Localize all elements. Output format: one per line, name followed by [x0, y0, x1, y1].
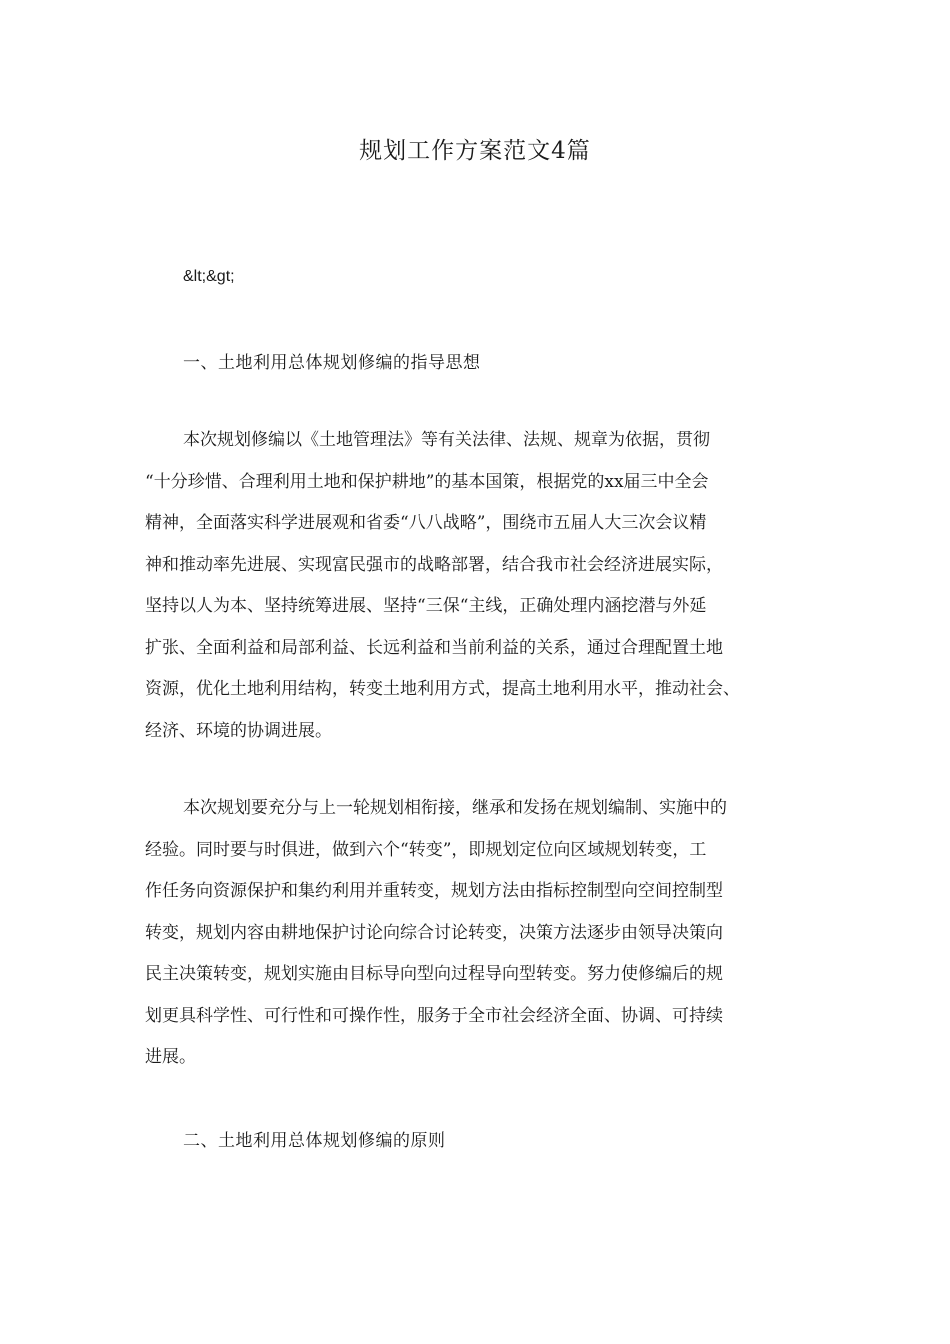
paragraph-line: 经济、环境的协调进展。 [145, 720, 332, 741]
entity-text: &lt;&gt; [183, 268, 235, 285]
paragraph-1 [145, 420, 805, 752]
paragraph-line: 精神，全面落实科学进展观和省委“八八战略”，围绕市五届人大三次会议精 [145, 513, 707, 533]
section-heading-1: 一、土地利用总体规划修编的指导思想 [183, 353, 481, 373]
paragraph-line: 民主决策转变，规划实施由目标导向型向过程导向型转变。努力使修编后的规 [145, 964, 723, 984]
paragraph-line: 资源，优化土地利用结构，转变土地利用方式，提高土地利用水平，推动社会、 [145, 679, 740, 699]
paragraph-line: 划更具科学性、可行性和可操作性，服务于全市社会经济全面、协调、可持续 [145, 1005, 723, 1026]
paragraph-line: 本次规划要充分与上一轮规划相衔接，继承和发扬在规划编制、实施中的 [183, 798, 727, 818]
paragraph-line: 扩张、全面利益和局部利益、长远利益和当前利益的关系，通过合理配置土地 [145, 637, 723, 658]
paragraph-line: 神和推动率先进展、实现富民强市的战略部署，结合我市社会经济进展实际， [145, 554, 723, 575]
paragraph-line: 坚持以人为本、坚持统筹进展、坚持“三保“主线，正确处理内涵挖潜与外延 [145, 596, 707, 616]
paragraph-line: “十分珍惜、合理利用土地和保护耕地”的基本国策，根据党的xx届三中全会 [145, 471, 709, 492]
paragraph-line: 进展。 [145, 1047, 196, 1067]
paragraph-line: 经验。同时要与时俱进，做到六个“转变”，即规划定位向区域规划转变，工 [145, 839, 707, 860]
paragraph-line: 本次规划修编以《土地管理法》等有关法律、法规、规章为依据，贯彻 [183, 430, 710, 450]
paragraph-line: 作任务向资源保护和集约利用并重转变，规划方法由指标控制型向空间控制型 [145, 881, 723, 901]
section-heading-2: 二、土地利用总体规划修编的原则 [183, 1131, 446, 1151]
paragraph-line: 转变，规划内容由耕地保护讨论向综合讨论转变，决策方法逐步由领导决策向 [145, 922, 723, 943]
paragraph-2 [145, 788, 805, 1079]
document-title: 规划工作方案范文4篇 [359, 138, 591, 164]
